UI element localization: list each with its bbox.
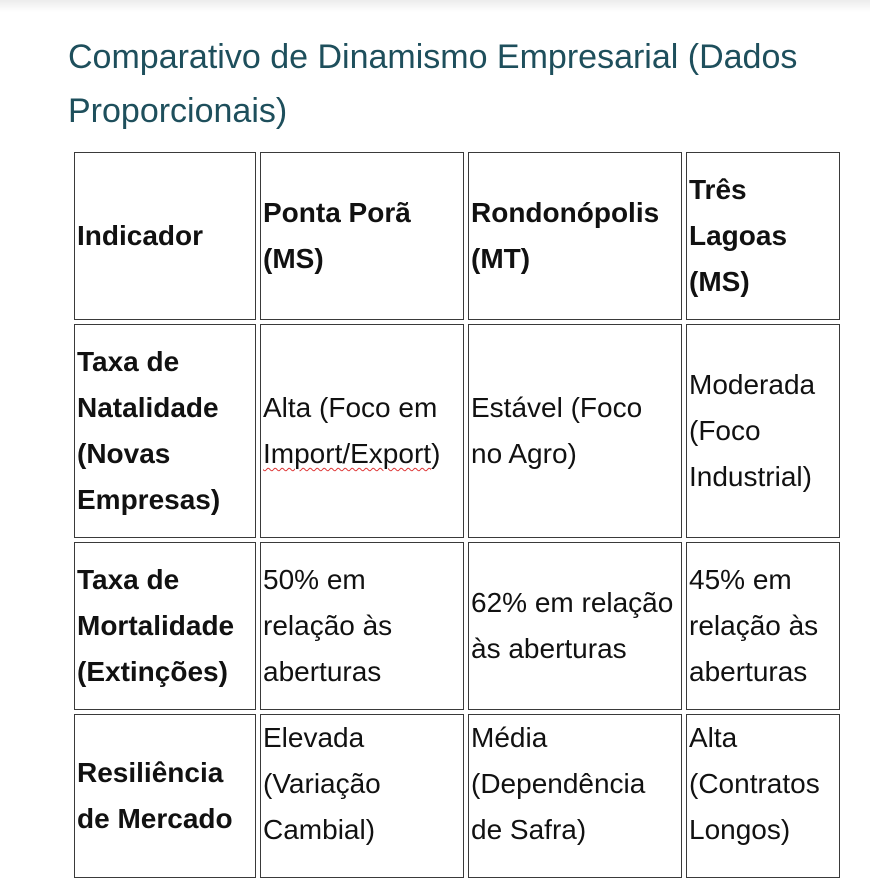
spellcheck-underlined-text: Import/Export (263, 438, 432, 469)
header-tres-lagoas: Três Lagoas (MS) (686, 152, 840, 320)
row-indicator: Taxa de Mortalidade (Extinções) (74, 542, 256, 710)
header-indicador: Indicador (74, 152, 256, 320)
table-row (74, 542, 840, 710)
top-shadow (0, 0, 870, 12)
cell-ponta-pora (260, 324, 464, 538)
cell-rondonopolis: 62% em relação às aberturas (468, 542, 682, 710)
header-rondonopolis: Rondonópolis (MT) (468, 152, 682, 320)
cell-text: Alta (Foco em (263, 392, 438, 423)
header-ponta-pora: Ponta Porã (MS) (260, 152, 464, 320)
table-row (74, 324, 840, 538)
row-indicator: Resiliência de Mercado (74, 714, 256, 878)
table-header-row (74, 152, 840, 320)
row-indicator: Taxa de Natalidade (Novas Empresas) (74, 324, 256, 538)
cell-text-suffix: ) (431, 438, 441, 469)
comparison-table (70, 148, 844, 882)
cell-ponta-pora: Elevada (Variação Cambial) (260, 714, 464, 878)
cell-ponta-pora: 50% em relação às aberturas (260, 542, 464, 710)
table-row (74, 714, 840, 878)
page-title: Comparativo de Dinamismo Empresarial (Dados Proporcionais) (68, 38, 798, 130)
cell-rondonopolis: Estável (Foco no Agro) (468, 324, 682, 538)
cell-tres-lagoas: Alta (Contratos Longos) (686, 714, 840, 878)
cell-rondonopolis: Média (Dependência de Safra) (468, 714, 682, 878)
cell-tres-lagoas: 45% em relação às aberturas (686, 542, 840, 710)
cell-tres-lagoas: Moderada (Foco Industrial) (686, 324, 840, 538)
